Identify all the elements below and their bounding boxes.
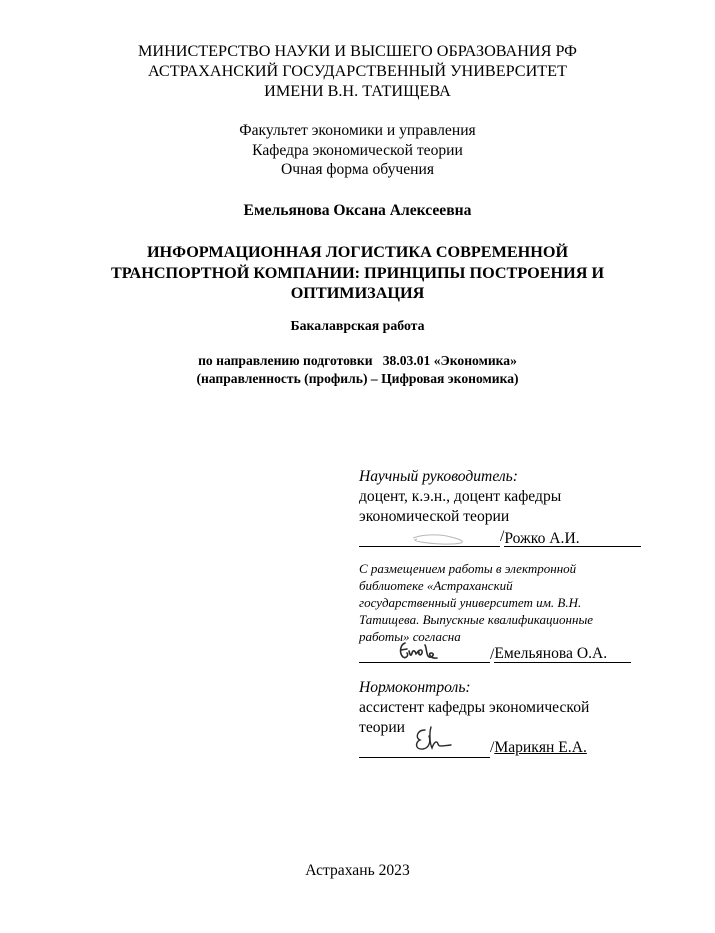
supervisor-department: экономической теории xyxy=(359,508,510,525)
supervisor-name: Рожко А.И. xyxy=(504,530,580,547)
direction-line-2: (направленность (профиль) – Цифровая экономика) xyxy=(196,371,519,386)
author-name-field xyxy=(494,645,631,663)
university-header xyxy=(0,41,715,101)
author-signature-icon xyxy=(397,639,443,665)
normcontrol-signature-icon xyxy=(411,724,455,754)
consent-line-2: библиотеке «Астраханский xyxy=(359,578,513,593)
normcontrol-block xyxy=(359,678,689,758)
consent-line-1: С размещением работы в электронной xyxy=(359,561,577,576)
title-line-3: ОПТИМИЗАЦИЯ xyxy=(290,284,425,302)
author-signature-line xyxy=(359,645,689,665)
supervisor-label: Научный руководитель: xyxy=(359,468,518,485)
supervisor-name-field xyxy=(504,529,641,547)
supervisor-signature-line xyxy=(359,527,689,547)
slash-separator: / xyxy=(490,646,495,663)
normcontrol-name: Марикян Е.А. xyxy=(494,739,587,756)
study-direction xyxy=(0,352,715,388)
university-line: АСТРАХАНСКИЙ ГОСУДАРСТВЕННЫЙ УНИВЕРСИТЕТ xyxy=(148,62,567,80)
work-type: Бакалаврская работа xyxy=(290,318,425,333)
consent-line-5: работы» согласна xyxy=(359,629,461,644)
normcontrol-department: теории xyxy=(359,719,406,736)
consent-line-3: государственный университет им. В.Н. xyxy=(359,595,582,610)
normcontrol-position: ассистент кафедры экономической xyxy=(359,699,590,716)
library-consent-block xyxy=(359,560,689,665)
faculty-name: Факультет экономики и управления xyxy=(239,122,476,139)
city-year: Астрахань 2023 xyxy=(305,862,410,879)
thesis-title xyxy=(0,242,715,304)
department-name: Кафедра экономической теории xyxy=(252,141,463,159)
title-line-1: ИНФОРМАЦИОННАЯ ЛОГИСТИКА СОВРЕМЕННОЙ xyxy=(146,243,569,261)
title-line-2: ТРАНСПОРТНОЙ КОМПАНИИ: ПРИНЦИПЫ ПОСТРОЕНИЯ И xyxy=(110,263,605,282)
author-name: Емельянова Оксана Алексеевна xyxy=(243,202,472,219)
study-form: Очная форма обучения xyxy=(280,161,435,178)
normcontrol-signature-line xyxy=(359,738,689,758)
ministry-line: МИНИСТЕРСТВО НАУКИ И ВЫСШЕГО ОБРАЗОВАНИЯ РФ xyxy=(138,42,577,60)
supervisor-block xyxy=(359,467,689,547)
university-name-line: ИМЕНИ В.Н. ТАТИЩЕВА xyxy=(264,82,451,100)
direction-line-1: по направлению подготовки 38.03.01 «Экономика» xyxy=(198,353,517,368)
author-short-name: Емельянова О.А. xyxy=(494,645,608,662)
consent-line-4: Татищева. Выпускные квалификационные xyxy=(359,612,594,627)
supervisor-position: доцент, к.э.н., доцент кафедры xyxy=(359,488,562,505)
normcontrol-label: Нормоконтроль: xyxy=(359,679,471,696)
supervisor-signature-icon xyxy=(411,532,467,546)
slash-separator: / xyxy=(500,528,505,545)
slash-separator: / xyxy=(490,739,495,756)
faculty-block xyxy=(0,121,715,180)
